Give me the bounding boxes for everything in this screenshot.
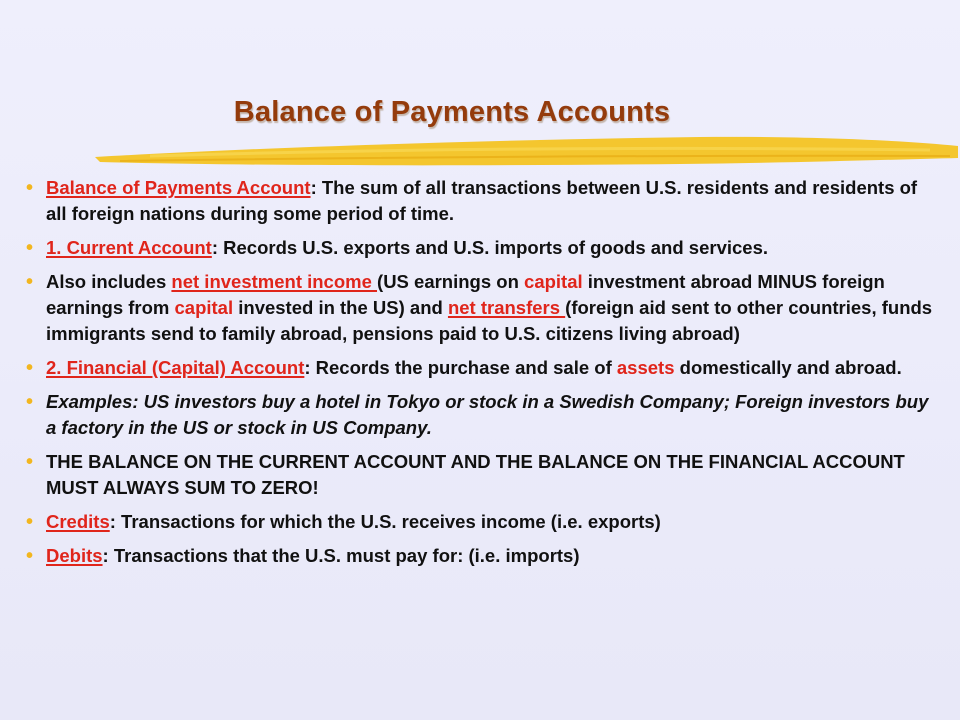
bullet-text: Examples: US investors buy a hotel in Tokyo or stock in a Swedish Company; Foreign investors buy a factory in the US or stock in US Company.	[46, 391, 929, 438]
list-item	[26, 355, 936, 381]
bullet-text: THE BALANCE ON THE CURRENT ACCOUNT AND THE BALANCE ON THE FINANCIAL ACCOUNT MUST ALWAYS SUM TO ZERO!	[46, 451, 905, 498]
list-item	[26, 389, 936, 441]
list-item	[26, 509, 936, 535]
bullet-text: : Transactions that the U.S. must pay for: (i.e. imports)	[102, 545, 580, 566]
bullet-text: : Transactions for which the U.S. receives income (i.e. exports)	[109, 511, 661, 532]
bullet-text: : Records the purchase and sale of	[304, 357, 617, 378]
bullet-icon: •	[26, 545, 34, 567]
bullet-icon: •	[26, 391, 34, 413]
list-item	[26, 269, 936, 347]
bullet-icon: •	[26, 177, 34, 199]
bullet-text: : The sum of all transactions between U.S. residents and residents of all foreign nations during some period of time.	[46, 177, 918, 224]
highlighter-stroke	[0, 0, 960, 180]
bullet-icon: •	[26, 511, 34, 533]
list-item	[26, 175, 936, 227]
term-link[interactable]: Debits	[46, 545, 103, 566]
term-link[interactable]: 1. Current Account	[46, 237, 212, 258]
bullet-icon: •	[26, 237, 34, 259]
term-link[interactable]: net investment income	[171, 271, 378, 292]
list-item	[26, 235, 936, 261]
term-link[interactable]: Balance of Payments Account	[46, 177, 311, 198]
term-link[interactable]: Credits	[46, 511, 110, 532]
bullet-text: : Records U.S. exports and U.S. imports of goods and services.	[211, 237, 768, 258]
bullet-text: investment abroad MINUS foreign earnings from	[46, 271, 885, 318]
highlight-word: assets	[616, 357, 675, 378]
term-link[interactable]: 2. Financial (Capital) Account	[46, 357, 305, 378]
term-link[interactable]: net transfers	[447, 297, 566, 318]
bullet-list	[26, 175, 936, 577]
list-item	[26, 543, 936, 569]
bullet-text: domestically and abroad.	[674, 357, 902, 378]
bullet-icon: •	[26, 271, 34, 293]
bullet-icon: •	[26, 451, 34, 473]
bullet-text: Also includes	[46, 271, 172, 292]
bullet-text: (US earnings on	[377, 271, 525, 292]
highlight-word: capital	[174, 297, 234, 318]
bullet-text: (foreign aid sent to other countries, funds immigrants send to family abroad, pensions paid to U.S. citizens living abroad)	[46, 297, 933, 344]
slide-title: Balance of Payments Accounts	[233, 96, 671, 128]
bullet-text: invested in the US) and	[233, 297, 448, 318]
bullet-icon: •	[26, 357, 34, 379]
highlight-word: capital	[524, 271, 583, 292]
list-item	[26, 449, 936, 501]
